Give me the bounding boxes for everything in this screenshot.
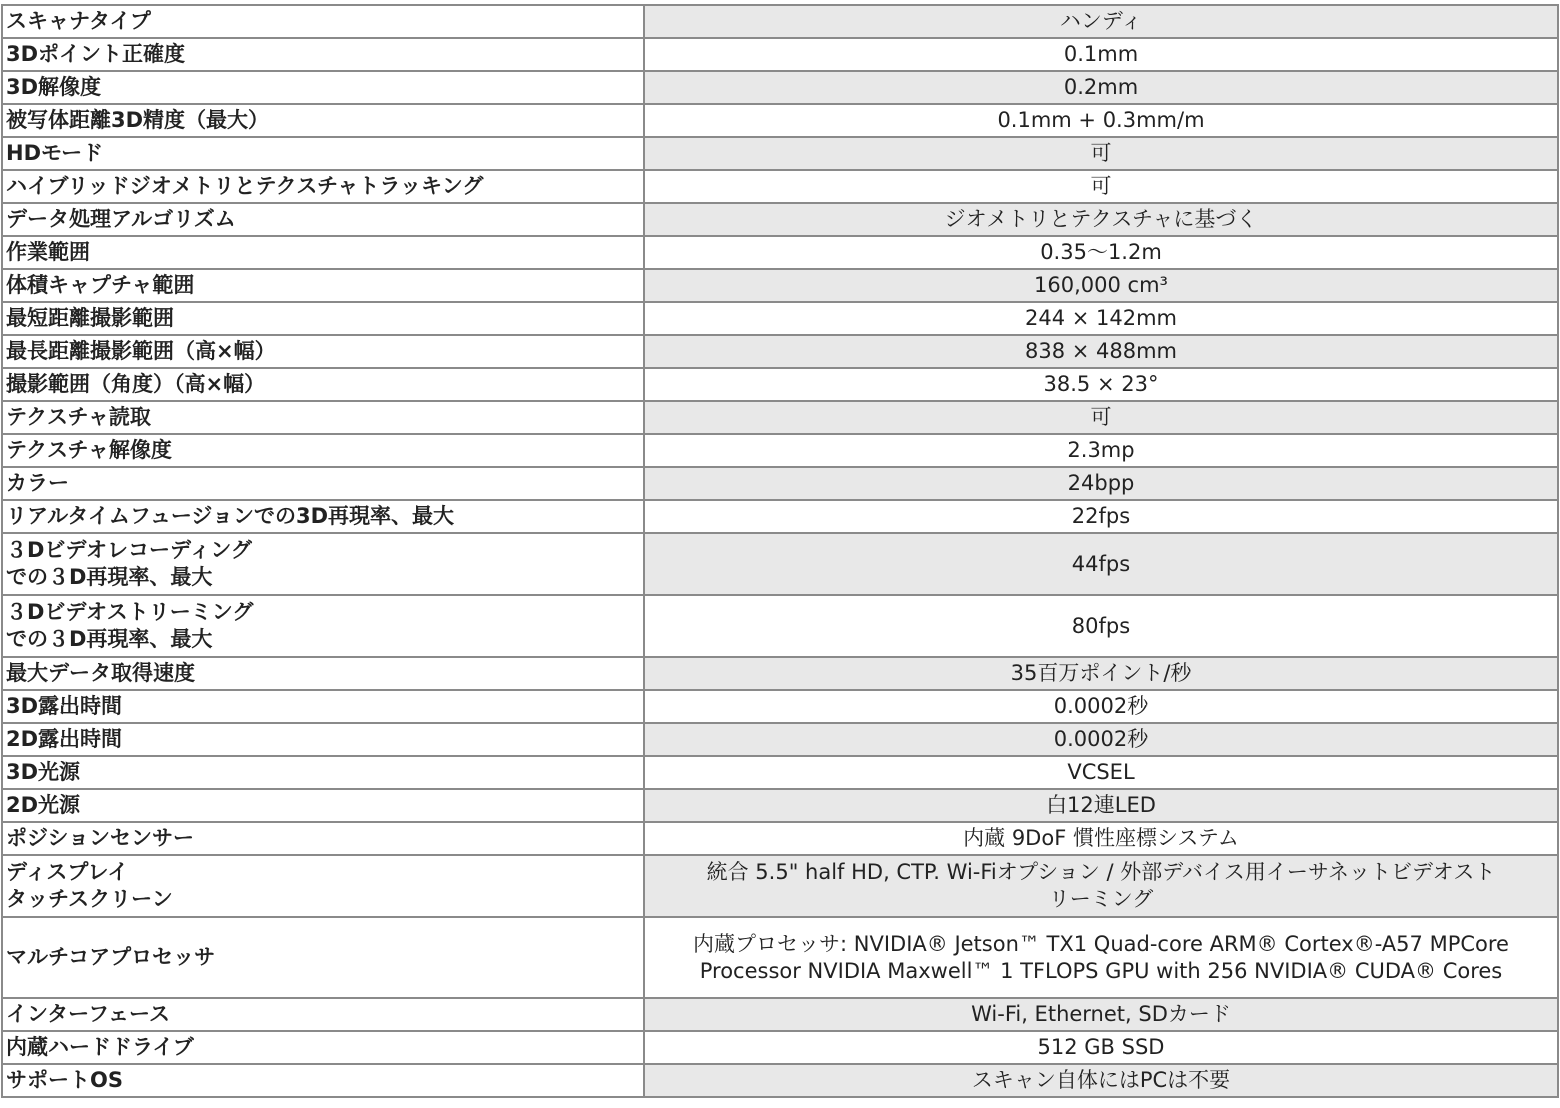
spec-label: 3D解像度 — [6, 75, 102, 99]
table-row — [2, 822, 1558, 855]
table-row — [2, 467, 1558, 500]
spec-value: 24bpp — [1067, 471, 1135, 495]
table-row — [2, 203, 1558, 236]
spec-value: 内蔵プロセッサ: NVIDIA® Jetson™ TX1 Quad-core ARM® Cortex®-A57 MPCore — [693, 931, 1509, 956]
spec-value-cell — [644, 998, 1558, 1031]
spec-value: Processor NVIDIA Maxwell™ 1 TFLOPS GPU with 256 NVIDIA® CUDA® Cores — [699, 958, 1503, 983]
table-row — [2, 38, 1558, 71]
spec-value: 44fps — [1071, 551, 1131, 576]
spec-label: ３Dビデオストリーミング — [6, 600, 254, 624]
spec-value-cell — [644, 595, 1558, 657]
spec-value-cell — [644, 104, 1558, 137]
spec-value-cell — [644, 71, 1558, 104]
spec-label-cell — [2, 236, 644, 269]
table-row — [2, 723, 1558, 756]
spec-label-cell — [2, 302, 644, 335]
spec-value: 160,000 cm³ — [1034, 273, 1168, 297]
spec-value: 0.0002秒 — [1053, 694, 1149, 718]
spec-label-cell — [2, 723, 644, 756]
spec-value-cell — [644, 236, 1558, 269]
spec-label: での３D再現率、最大 — [6, 627, 213, 651]
spec-label-cell — [2, 756, 644, 789]
spec-value-cell — [644, 723, 1558, 756]
spec-label-cell — [2, 533, 644, 595]
spec-value-cell — [644, 917, 1558, 998]
spec-value: 35百万ポイント/秒 — [1010, 661, 1192, 685]
table-row — [2, 789, 1558, 822]
spec-label: テクスチャ読取 — [6, 405, 151, 429]
table-row — [2, 657, 1558, 690]
spec-value: VCSEL — [1067, 760, 1135, 784]
spec-label: スキャナタイプ — [6, 9, 151, 33]
spec-table — [1, 4, 1559, 1098]
spec-label: ハイブリッドジオメトリとテクスチャトラッキング — [6, 174, 484, 198]
spec-value: 512 GB SSD — [1037, 1035, 1165, 1059]
spec-label-cell — [2, 269, 644, 302]
spec-value-cell — [644, 335, 1558, 368]
spec-label-cell — [2, 71, 644, 104]
spec-label-cell — [2, 1064, 644, 1097]
spec-value: 0.1mm + 0.3mm/m — [997, 108, 1205, 132]
spec-value: Wi-Fi, Ethernet, SDカード — [971, 1002, 1231, 1026]
table-row — [2, 434, 1558, 467]
spec-label: 被写体距離3D精度（最大） — [6, 108, 270, 132]
table-row — [2, 998, 1558, 1031]
spec-value-cell — [644, 690, 1558, 723]
spec-value: 2.3mp — [1067, 438, 1135, 462]
spec-label-cell — [2, 1031, 644, 1064]
table-row — [2, 137, 1558, 170]
spec-value: 可 — [1090, 141, 1112, 165]
spec-value: 統合 5.5" half HD, CTP. Wi-Fiオプション / 外部デバイス用イーサネットビデオスト — [706, 860, 1496, 884]
spec-label: サポートOS — [6, 1068, 123, 1092]
table-row — [2, 533, 1558, 595]
spec-value: 0.0002秒 — [1053, 727, 1149, 751]
spec-label: HDモード — [6, 141, 104, 165]
spec-label-cell — [2, 104, 644, 137]
spec-label-cell — [2, 368, 644, 401]
spec-label-cell — [2, 657, 644, 690]
spec-label: 2D光源 — [6, 793, 81, 817]
spec-value-cell — [644, 855, 1558, 917]
spec-value-cell — [644, 822, 1558, 855]
spec-label: 2D露出時間 — [6, 727, 123, 751]
spec-value-cell — [644, 533, 1558, 595]
spec-value-cell — [644, 1031, 1558, 1064]
spec-label: 内蔵ハードドライブ — [6, 1035, 194, 1059]
table-row — [2, 1031, 1558, 1064]
spec-value: 内蔵 9DoF 慣性座標システム — [963, 826, 1239, 850]
spec-label: テクスチャ解像度 — [6, 438, 172, 462]
spec-value-cell — [644, 203, 1558, 236]
spec-value-cell — [644, 38, 1558, 71]
spec-value: 可 — [1090, 174, 1112, 198]
spec-label-cell — [2, 595, 644, 657]
spec-label: 3D光源 — [6, 760, 81, 784]
spec-value: 80fps — [1071, 613, 1131, 638]
spec-value-cell — [644, 467, 1558, 500]
spec-label-cell — [2, 401, 644, 434]
spec-value: リーミング — [1048, 887, 1154, 911]
table-row — [2, 368, 1558, 401]
table-row — [2, 236, 1558, 269]
spec-value: 可 — [1090, 405, 1112, 429]
spec-value: 38.5 × 23° — [1043, 372, 1159, 396]
spec-label: ディスプレイ — [6, 860, 129, 884]
table-row — [2, 5, 1558, 38]
spec-value-cell — [644, 657, 1558, 690]
table-row — [2, 269, 1558, 302]
spec-table-body — [2, 5, 1558, 1097]
spec-value: 白12連LED — [1046, 793, 1156, 817]
table-row — [2, 595, 1558, 657]
spec-value: ジオメトリとテクスチャに基づく — [944, 207, 1258, 231]
spec-value-cell — [644, 368, 1558, 401]
spec-value: 22fps — [1071, 504, 1131, 528]
spec-label: 3D露出時間 — [6, 694, 123, 718]
spec-label-cell — [2, 335, 644, 368]
table-row — [2, 690, 1558, 723]
table-row — [2, 1064, 1558, 1097]
spec-label-cell — [2, 998, 644, 1031]
spec-value: 0.2mm — [1063, 75, 1139, 99]
spec-label-cell — [2, 789, 644, 822]
spec-label-cell — [2, 855, 644, 917]
spec-label-cell — [2, 38, 644, 71]
spec-label-cell — [2, 434, 644, 467]
spec-label-cell — [2, 5, 644, 38]
spec-value: ハンディ — [1059, 9, 1143, 33]
spec-label: データ処理アルゴリズム — [6, 207, 236, 231]
spec-value: 244 × 142mm — [1024, 306, 1178, 330]
spec-value-cell — [644, 1064, 1558, 1097]
table-row — [2, 855, 1558, 917]
spec-label-cell — [2, 917, 644, 998]
table-row — [2, 170, 1558, 203]
spec-label: ポジションセンサー — [6, 826, 195, 850]
spec-label-cell — [2, 500, 644, 533]
table-row — [2, 917, 1558, 998]
spec-value: 0.35～1.2m — [1040, 240, 1162, 264]
spec-label: リアルタイムフュージョンでの3D再現率、最大 — [6, 504, 455, 528]
spec-value-cell — [644, 434, 1558, 467]
spec-value-cell — [644, 756, 1558, 789]
table-row — [2, 302, 1558, 335]
spec-value: 0.1mm — [1063, 42, 1139, 66]
spec-label: 最長距離撮影範囲（高×幅） — [6, 339, 276, 363]
spec-label-cell — [2, 467, 644, 500]
spec-label: 作業範囲 — [6, 240, 90, 264]
spec-value-cell — [644, 269, 1558, 302]
spec-label: タッチスクリーン — [6, 887, 173, 911]
spec-label: カラー — [6, 471, 69, 495]
spec-value-cell — [644, 789, 1558, 822]
table-row — [2, 335, 1558, 368]
table-row — [2, 756, 1558, 789]
table-row — [2, 500, 1558, 533]
spec-label: 3Dポイント正確度 — [6, 42, 186, 66]
table-row — [2, 104, 1558, 137]
spec-label: インターフェース — [6, 1002, 171, 1026]
table-row — [2, 401, 1558, 434]
spec-label: での３D再現率、最大 — [6, 565, 213, 589]
spec-value-cell — [644, 401, 1558, 434]
spec-value-cell — [644, 5, 1558, 38]
spec-label-cell — [2, 822, 644, 855]
spec-label-cell — [2, 203, 644, 236]
spec-label: 最大データ取得速度 — [6, 661, 195, 685]
spec-value-cell — [644, 302, 1558, 335]
spec-label: 撮影範囲（角度）（高×幅） — [6, 372, 266, 396]
spec-label-cell — [2, 137, 644, 170]
spec-value: スキャン自体にはPCは不要 — [971, 1068, 1231, 1092]
spec-value: 838 × 488mm — [1024, 339, 1178, 363]
spec-label: 最短距離撮影範囲 — [6, 306, 174, 330]
table-row — [2, 71, 1558, 104]
spec-value-cell — [644, 137, 1558, 170]
spec-label-cell — [2, 690, 644, 723]
spec-label: マルチコアプロセッサ — [6, 945, 216, 969]
spec-value-cell — [644, 500, 1558, 533]
spec-label: ３Dビデオレコーディング — [6, 538, 252, 562]
spec-label-cell — [2, 170, 644, 203]
spec-label: 体積キャプチャ範囲 — [6, 273, 195, 297]
spec-value-cell — [644, 170, 1558, 203]
